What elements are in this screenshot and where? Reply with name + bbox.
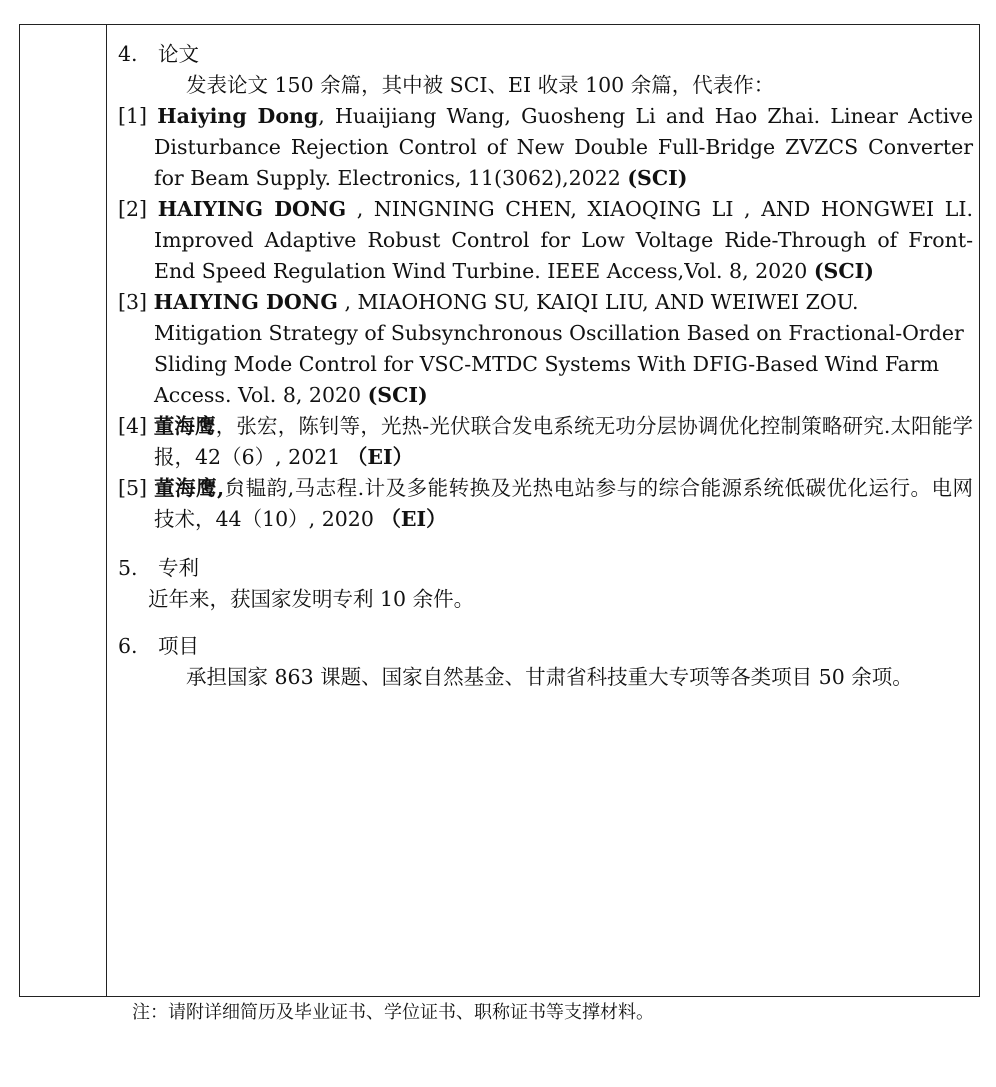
ref-body: , NINGNING CHEN, XIAOQING LI , AND HONGWEI LI. Improved Adaptive Robust Control for Low Voltage Ride-Through of Front-End Speed Regulation Wind Turbine. IEEE Access,Vol. 8, 2020	[154, 197, 973, 283]
section-heading-patents	[118, 553, 973, 584]
reference-2	[118, 194, 973, 287]
section-heading-projects	[118, 631, 973, 662]
reference-1	[118, 101, 973, 194]
reference-5	[118, 473, 973, 535]
section-title: 专利	[158, 556, 199, 580]
ref-tag: (SCI)	[367, 383, 428, 407]
ref-index: [1]	[118, 104, 148, 128]
footnote: 注：请附详细简历及毕业证书、学位证书、职称证书等支撑材料。	[132, 1002, 654, 1023]
reference-4	[118, 411, 973, 473]
ref-index: [3]	[118, 290, 148, 314]
ref-author: HAIYING DONG	[153, 290, 338, 314]
spacer	[118, 615, 973, 631]
patents-text: 近年来，获国家发明专利 10 余件。	[148, 587, 475, 611]
ref-tag: (SCI)	[813, 259, 874, 283]
ref-body: ，张宏，陈钊等，光热-光伏联合发电系统无功分层协调优化控制策略研究.太阳能学报，42（6）, 2021	[154, 414, 973, 469]
form-table	[19, 24, 980, 997]
reference-3	[118, 287, 973, 411]
section-number: 4.	[118, 42, 138, 66]
projects-text: 承担国家 863 课题、国家自然基金、甘肃省科技重大专项等各类项目 50 余项。	[186, 665, 913, 689]
ref-tag: （EI）	[380, 507, 447, 531]
ref-index: [5]	[118, 476, 148, 500]
section-number: 5.	[118, 556, 138, 580]
section-title: 项目	[158, 634, 199, 658]
section-number: 6.	[118, 634, 138, 658]
section-heading-papers	[118, 39, 973, 70]
label-column	[20, 25, 107, 996]
papers-intro: 发表论文 150 余篇，其中被 SCI、EI 收录 100 余篇，代表作：	[186, 73, 775, 97]
ref-tag: (SCI)	[627, 166, 688, 190]
ref-author: Haiying Dong	[157, 104, 319, 128]
ref-tag: （EI）	[346, 445, 414, 469]
ref-body: 贠韫韵,马志程.计及多能转换及光热电站参与的综合能源系统低碳优化运行。电网技术，44（10）, 2020	[154, 476, 973, 531]
ref-body: , Huaijiang Wang, Guosheng Li and Hao Zhai. Linear Active Disturbance Rejection Control of New Double Full-Bridge ZVZCS Converter for Beam Supply. Electronics, 11(3062),2022	[154, 104, 973, 190]
ref-author: 董海鹰,	[154, 476, 225, 500]
section-title: 论文	[158, 42, 199, 66]
spacer	[118, 535, 973, 553]
ref-index: [4]	[118, 414, 148, 438]
ref-author: HAIYING DONG	[157, 197, 347, 221]
ref-body: , MIAOHONG SU, KAIQI LIU, AND WEIWEI ZOU. Mitigation Strategy of Subsynchronous Oscillation Based on Fractional-Order Sliding Mode Control for VSC-MTDC Systems With DFIG-Based Wind Farm Access. Vol. 8, 2020	[154, 290, 964, 407]
content-cell	[118, 39, 973, 693]
ref-author: 董海鹰	[153, 414, 216, 438]
ref-index: [2]	[118, 197, 148, 221]
